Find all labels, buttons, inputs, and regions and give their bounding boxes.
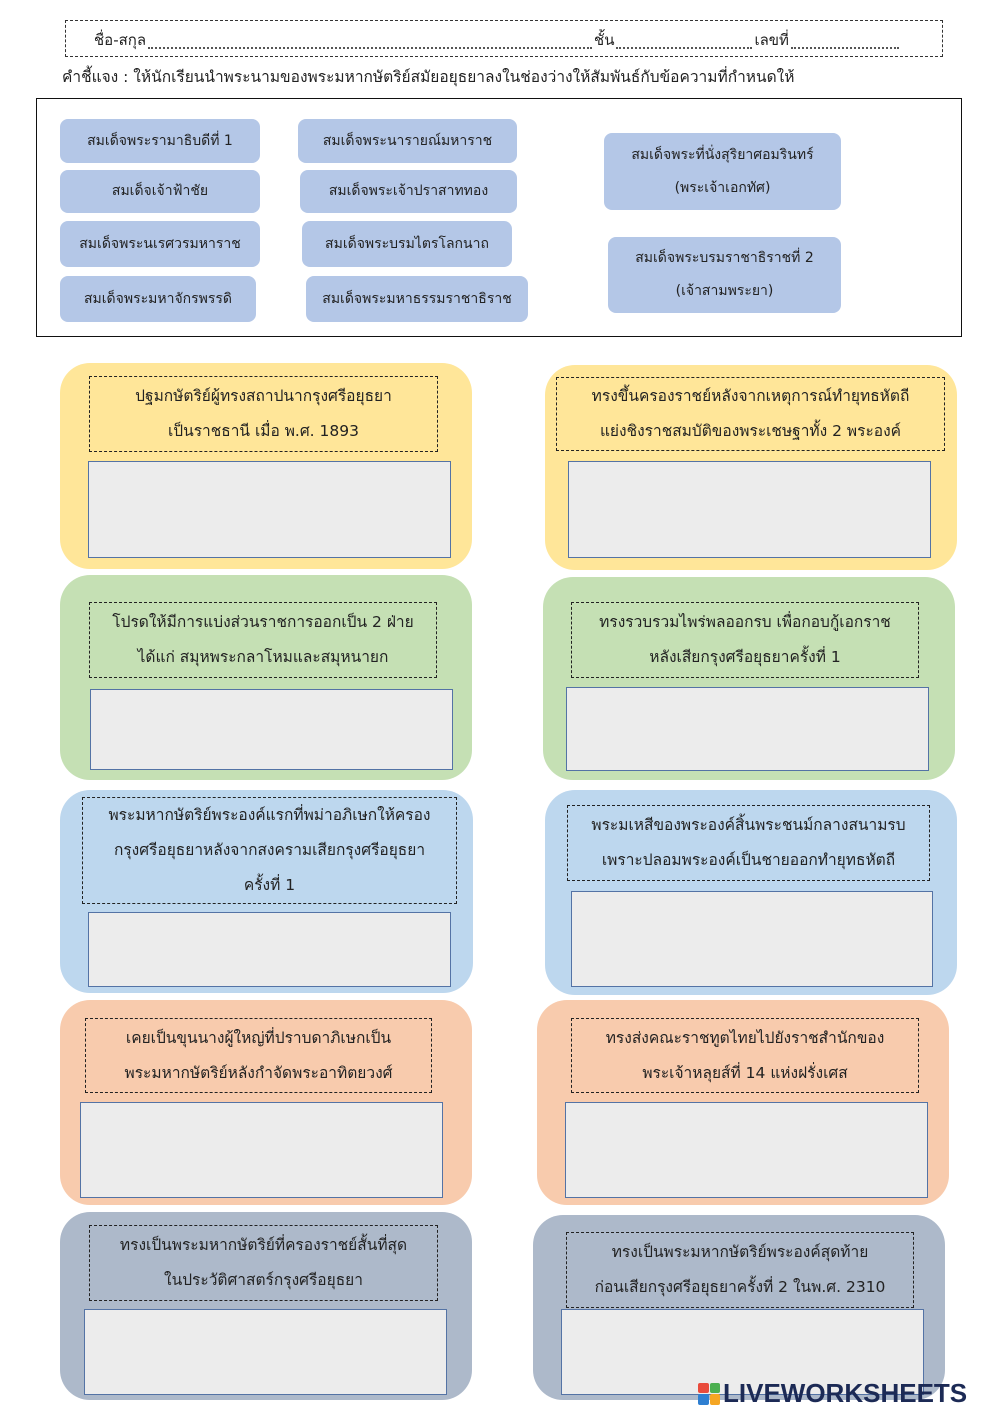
word-tile-label: สมเด็จพระมหาธรรมราชาธิราช xyxy=(322,290,512,307)
word-tile[interactable] xyxy=(302,221,512,267)
name-dotted-line[interactable] xyxy=(148,33,592,49)
word-tile-label: สมเด็จพระรามาธิบดีที่ 1 xyxy=(87,132,233,149)
clue-line: เพราะปลอมพระองค์เป็นชายออกทำยุทธหัตถี xyxy=(601,851,896,869)
clue-line: แย่งชิงราชสมบัติของพระเชษฐาทั้ง 2 พระองค์ xyxy=(599,422,902,440)
name-label: ชื่อ-สกุล xyxy=(94,31,147,49)
clue-line: พระมหากษัตริย์พระองค์แรกที่พม่าอภิเษกให้ครอง xyxy=(108,806,431,824)
word-tile[interactable] xyxy=(604,133,841,210)
clue-line: เคยเป็นขุนนางผู้ใหญ่ที่ปราบดาภิเษกเป็น xyxy=(125,1028,392,1047)
clue-line: ได้แก่ สมุหพระกลาโหมและสมุหนายก xyxy=(137,648,389,666)
clue-line: ก่อนเสียกรุงศรีอยุธยาครั้งที่ 2 ในพ.ศ. 2310 xyxy=(594,1278,886,1296)
answer-drop-zone[interactable] xyxy=(88,461,451,558)
clue-line: ทรงรวบรวมไพร่พลออกรบ เพื่อกอบกู้เอกราช xyxy=(599,613,891,631)
clue-text-box xyxy=(89,1225,438,1301)
clue-card xyxy=(533,1215,945,1400)
clue-card xyxy=(60,790,473,993)
clue-line: เป็นราชธานี เมื่อ พ.ศ. 1893 xyxy=(167,422,359,440)
clue-text-box xyxy=(89,376,438,452)
answer-drop-zone[interactable] xyxy=(571,891,933,987)
clue-card xyxy=(60,575,472,780)
answer-drop-zone[interactable] xyxy=(90,689,453,770)
clue-card xyxy=(543,577,955,780)
word-tile[interactable] xyxy=(60,170,260,213)
student-info-row xyxy=(94,28,901,52)
clue-line: ทรงเป็นพระมหากษัตริย์ที่ครองราชย์สั้นที่สุด xyxy=(119,1236,408,1254)
answer-drop-zone[interactable] xyxy=(568,461,931,558)
word-tile[interactable] xyxy=(608,237,841,313)
clue-card xyxy=(537,1000,949,1205)
word-tile-label: สมเด็จพระมหาจักรพรรดิ xyxy=(84,290,232,307)
liveworksheets-logo[interactable] xyxy=(698,1378,967,1409)
instruction-text: คำชี้แจง : ให้นักเรียนนำพระนามของพระมหากษัตริย์สมัยอยุธยาลงในช่องว่างให้สัมพันธ์กับข้อความที่กำหนดให้ xyxy=(62,68,795,86)
clue-text-box xyxy=(556,377,945,451)
clue-line: ครั้งที่ 1 xyxy=(243,876,296,894)
clue-line: ทรงขึ้นครองราชย์หลังจากเหตุการณ์ทำยุทธหัตถี xyxy=(591,387,910,405)
word-tile[interactable] xyxy=(60,221,260,267)
clue-line: ปฐมกษัตริย์ผู้ทรงสถาปนากรุงศรีอยุธยา xyxy=(135,387,392,405)
clue-line: พระมหากษัตริย์หลังกำจัดพระอาทิตยวงศ์ xyxy=(124,1063,393,1082)
clue-line: โปรดให้มีการแบ่งส่วนราชการออกเป็น 2 ฝ่าย xyxy=(112,613,414,631)
clue-line: ในประวัติศาสตร์กรุงศรีอยุธยา xyxy=(164,1271,363,1289)
class-dotted-line[interactable] xyxy=(616,33,752,49)
clue-line: ทรงเป็นพระมหากษัตริย์พระองค์สุดท้าย xyxy=(611,1243,869,1261)
word-tile-label: สมเด็จพระนเรศวรมหาราช xyxy=(79,235,241,252)
student-info-box xyxy=(65,20,943,57)
word-tile[interactable] xyxy=(60,119,260,163)
word-tile-label: สมเด็จพระบรมไตรโลกนาถ xyxy=(325,235,489,252)
clue-text-box xyxy=(571,1018,919,1093)
word-tile-label: สมเด็จเจ้าฟ้าชัย xyxy=(111,183,209,199)
clue-text-box xyxy=(566,1232,914,1308)
clue-card xyxy=(545,365,957,570)
number-label: เลขที่ xyxy=(754,31,789,49)
answer-drop-zone[interactable] xyxy=(84,1309,447,1395)
liveworksheets-logo-text: LIVEWORKSHEETS xyxy=(723,1378,968,1408)
word-tile-label: สมเด็จพระบรมราชาธิราชที่ 2 xyxy=(635,250,814,266)
clue-text-box xyxy=(89,602,437,678)
word-tile[interactable] xyxy=(298,119,517,163)
clue-text-box xyxy=(567,805,930,881)
clue-line: พระมเหสีของพระองค์สิ้นพระชนม์กลางสนามรบ xyxy=(591,816,906,834)
answer-drop-zone[interactable] xyxy=(88,912,451,987)
word-tile-sublabel: (พระเจ้าเอกทัศ) xyxy=(674,179,771,196)
word-tile-label: สมเด็จพระที่นั่งสุริยาศอมรินทร์ xyxy=(631,146,814,163)
answer-drop-zone[interactable] xyxy=(565,1102,928,1198)
clue-card xyxy=(60,1000,472,1205)
word-tile-label: สมเด็จพระนารายณ์มหาราช xyxy=(322,132,493,149)
clue-card xyxy=(545,790,957,995)
answer-drop-zone[interactable] xyxy=(80,1102,443,1198)
clue-line: พระเจ้าหลุยส์ที่ 14 แห่งฝรั่งเศส xyxy=(642,1063,848,1082)
clue-text-box xyxy=(571,602,919,678)
answer-drop-zone[interactable] xyxy=(566,687,929,771)
word-tile[interactable] xyxy=(306,276,528,322)
clue-line: กรุงศรีอยุธยาหลังจากสงครามเสียกรุงศรีอยุธยา xyxy=(113,841,426,859)
liveworksheets-logo-icon xyxy=(698,1383,720,1405)
clue-card xyxy=(60,1212,472,1400)
clue-line: ทรงส่งคณะราชทูตไทยไปยังราชสำนักของ xyxy=(605,1028,885,1047)
clue-text-box xyxy=(85,1018,432,1093)
word-tile[interactable] xyxy=(60,276,256,322)
clue-line: หลังเสียกรุงศรีอยุธยาครั้งที่ 1 xyxy=(649,648,841,666)
word-tile[interactable] xyxy=(300,170,517,213)
clue-card xyxy=(60,363,472,569)
class-label: ชั้น xyxy=(594,31,615,49)
clue-text-box xyxy=(82,797,457,904)
word-tile-sublabel: (เจ้าสามพระยา) xyxy=(675,283,774,299)
number-dotted-line[interactable] xyxy=(791,33,899,49)
word-tile-label: สมเด็จพระเจ้าปราสาททอง xyxy=(328,183,489,199)
